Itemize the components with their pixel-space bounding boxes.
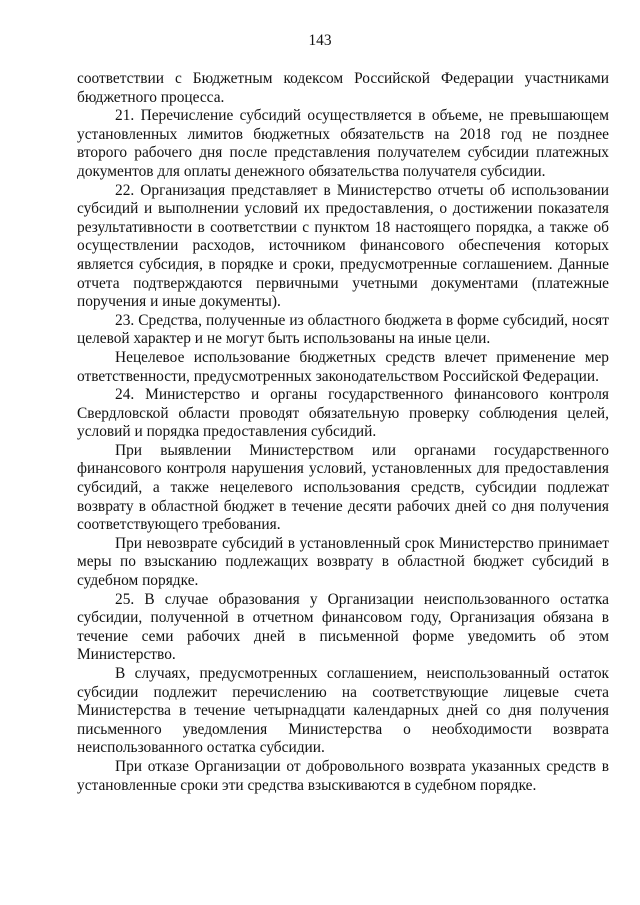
page-number: 143 xyxy=(308,32,332,49)
paragraph-refusal-court: При отказе Организации от добровольного возврата указанных средств в установленные сроки эти средства взыскиваются в судебном порядке. xyxy=(77,757,609,794)
paragraph-clause-25: 25. В случае образования у Организации неиспользованного остатка субсидии, полученной в отчетном финансовом году, Организация обязана в течение семи рабочих дней в письменной форме уведомить об этом Министерство. xyxy=(77,590,609,664)
paragraph-clause-24: 24. Министерство и органы государственного финансового контроля Свердловской области проводят обязательную проверку соблюдения целей, условий и порядка предоставления субсидий. xyxy=(77,386,609,441)
paragraph-clause-22: 22. Организация представляет в Министерство отчеты об использовании субсидий и выполнении условий их предоставления, о достижении показателя результативности в соответствии с пунктом 18 настоящего порядка, а также об осуществлении расходов, источником финансового обеспечения которых является субсидия, в порядке и сроки, предусмотренные соглашением. Данные отчета подтверждаются первичными учетными документами (платежные поручения и иные документы). xyxy=(77,181,609,311)
paragraph-clause-21: 21. Перечисление субсидий осуществляется в объеме, не превышающем установленных лимитов бюджетных обязательств на 2018 год не позднее второго рабочего дня после представления получателем субсидии платежных документов для оплаты денежного обязательства получателя субсидии. xyxy=(77,107,609,180)
paragraph-unused-balance-transfer: В случаях, предусмотренных соглашением, неиспользованный остаток субсидии подлежит перечислению на соответствующие лицевые счета Министерства в течение четырнадцати календарных дней со дня получения письменного уведомления Министерства о необходимости возврата неиспользованного остатка субсидии. xyxy=(77,665,609,757)
paragraph-clause-23: 23. Средства, полученные из областного бюджета в форме субсидий, носят целевой характер и не могут быть использованы на иные цели. xyxy=(77,311,609,348)
document-body xyxy=(77,70,609,795)
paragraph-violation-return: При выявлении Министерством или органами государственного финансового контроля нарушения условий, установленных для предоставления субсидий, а также нецелевого использования средств, субсидии подлежат возврату в областной бюджет в течение десяти рабочих дней со дня получения соответствующего требования. xyxy=(77,441,609,534)
paragraph-non-return-court: При невозврате субсидий в установленный срок Министерство принимает меры по взысканию подлежащих возврату в областной бюджет субсидий в судебном порядке. xyxy=(77,534,609,590)
paragraph-misuse-liability: Нецелевое использование бюджетных средств влечет применение мер ответственности, предусмотренных законодательством Российской Федерации. xyxy=(77,348,609,385)
paragraph-continuation: соответствии с Бюджетным кодексом Российской Федерации участниками бюджетного процесса. xyxy=(77,70,609,106)
